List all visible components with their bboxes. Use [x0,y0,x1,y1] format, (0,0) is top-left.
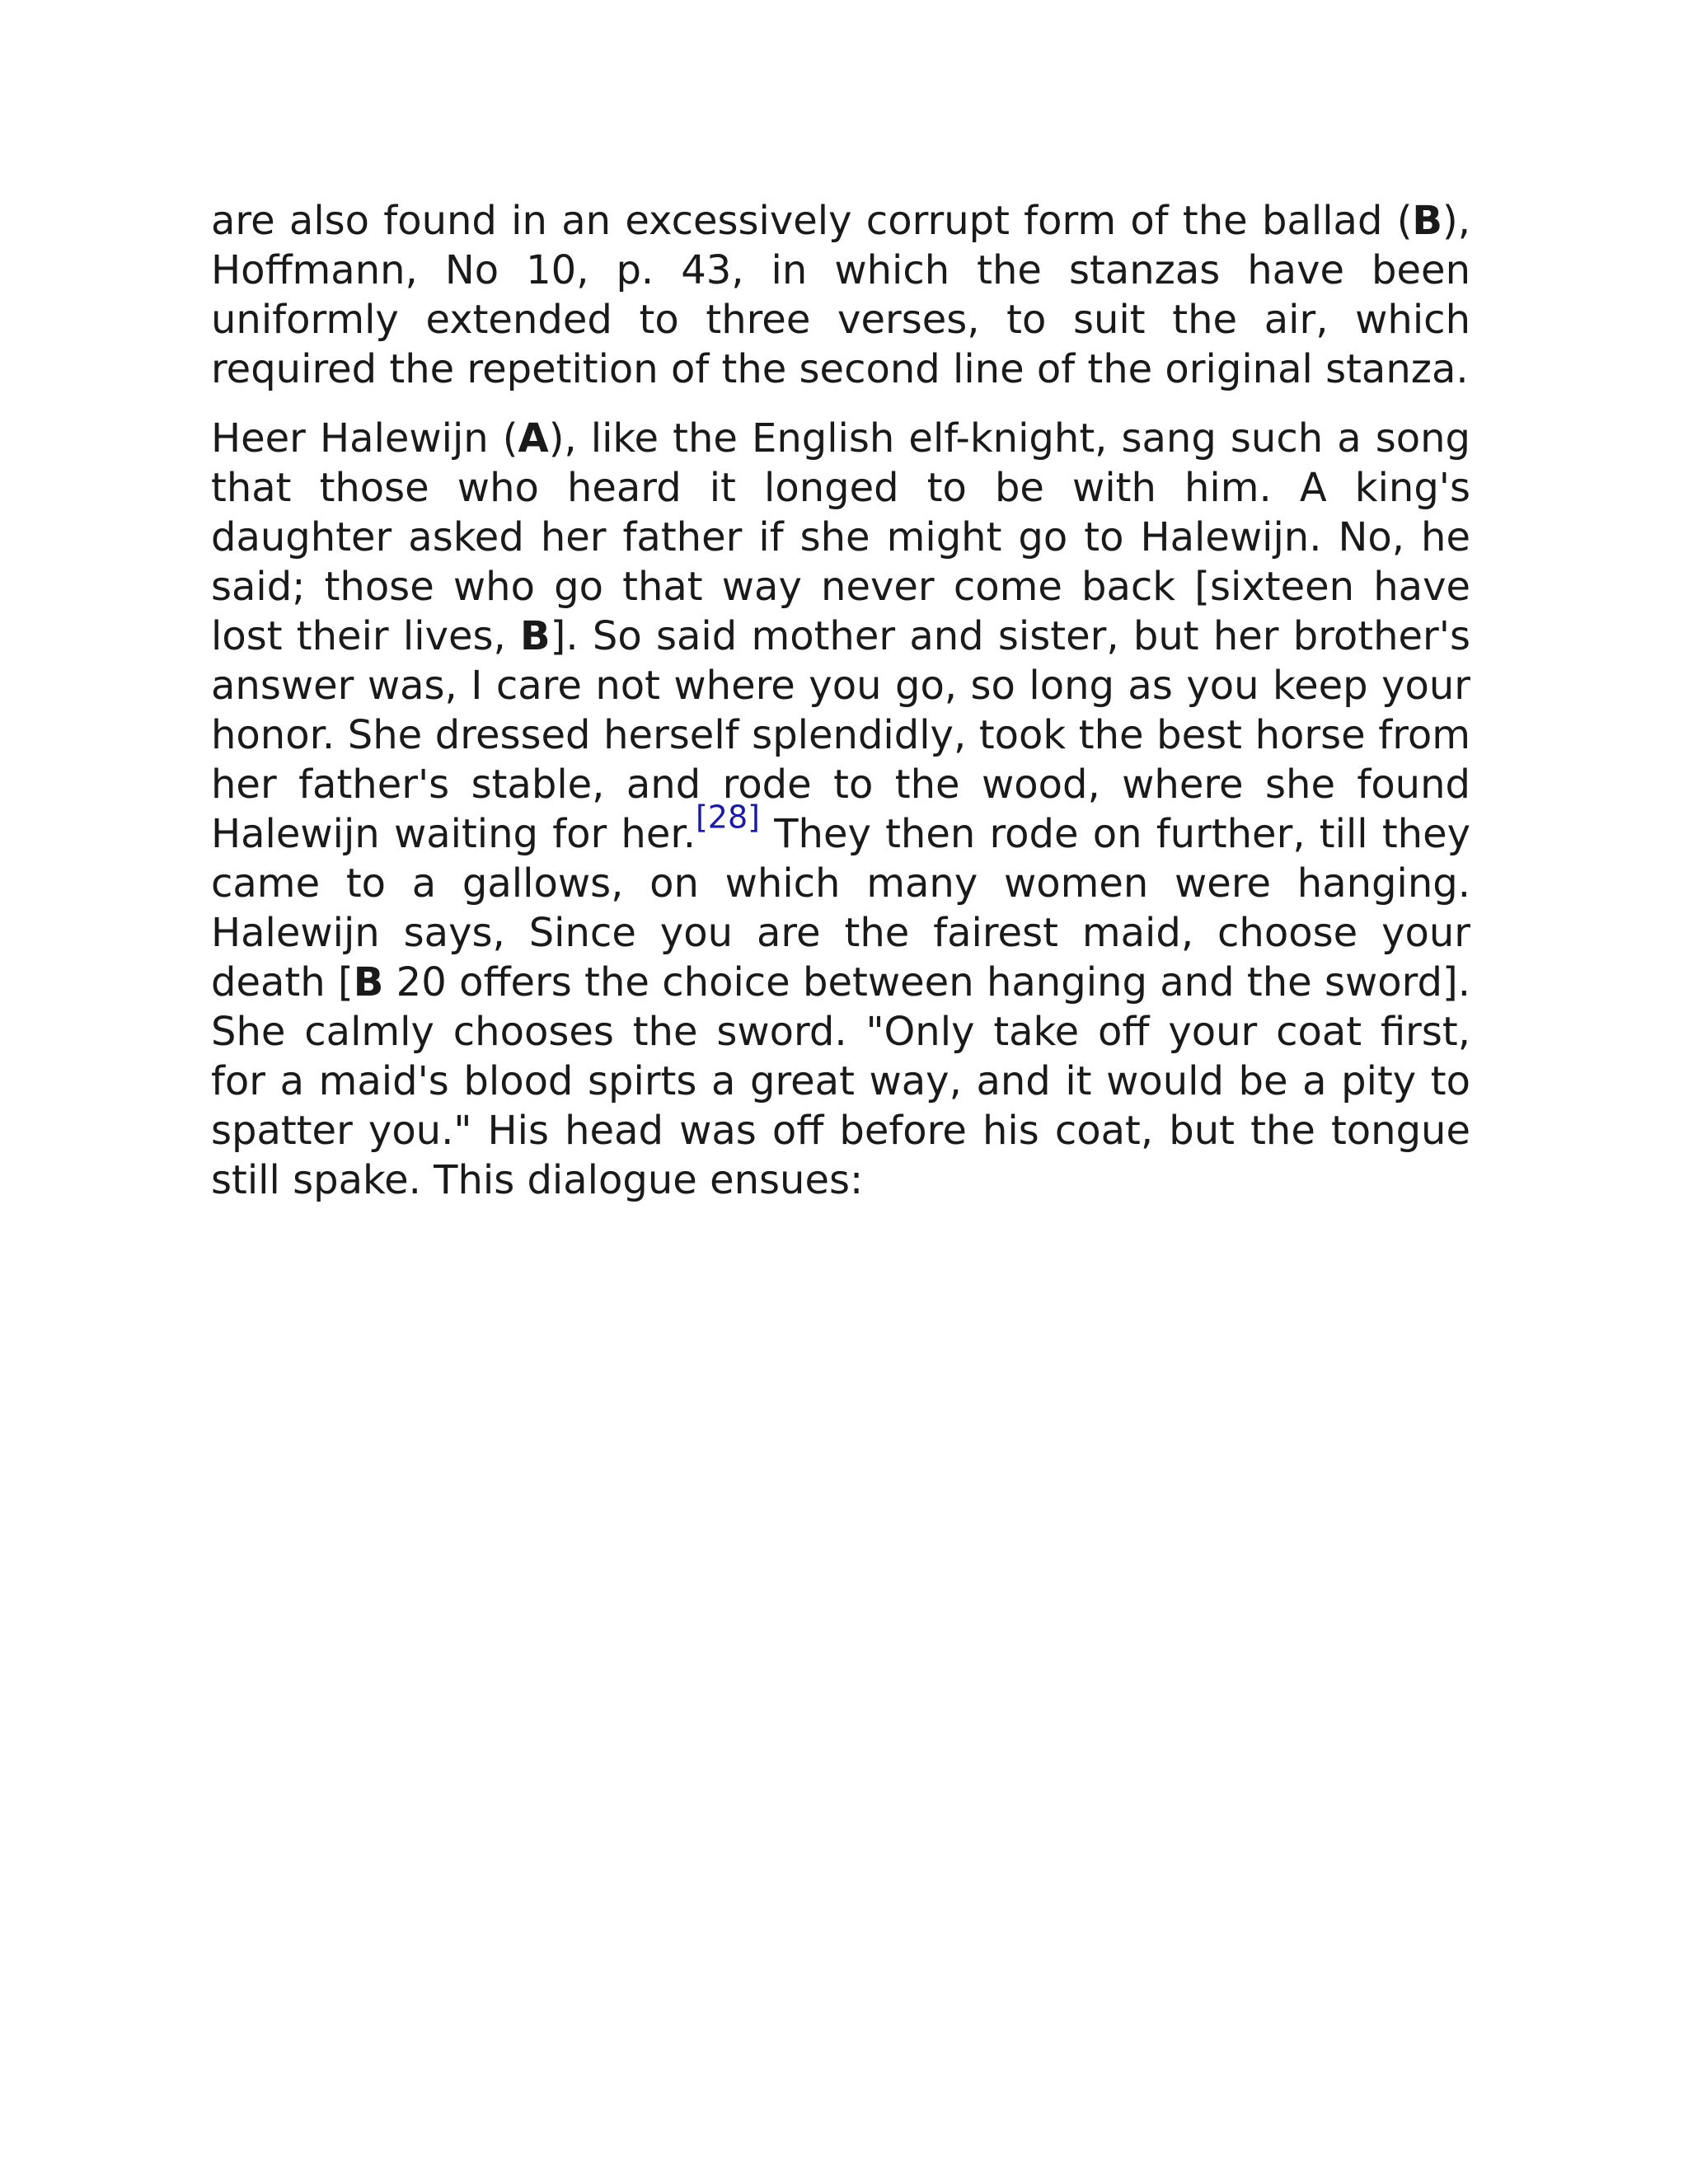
bold-version-a: A [518,415,549,462]
paragraph-2-text-2: ), like the English elf-knight, sang such a song that those who heard it longed to be with him. A king's daughter asked her father if she might go to Halewijn. No, he said; those who go that way never come back [sixteen have lost their lives, [211,415,1470,659]
paragraph-2-text-1: Heer Halewijn ( [211,415,518,462]
paragraph-1-text-1: are also found in an excessively corrupt form of the ballad ( [211,198,1413,244]
paragraph-1 [211,196,1470,394]
footnote-ref [696,799,760,835]
bold-version-b: B [353,959,384,1005]
bold-version-b: B [520,613,551,659]
paragraph-2-text-3: ]. So said mother and sister, but her brother's answer was, I care not where you go, so long as you keep your honor. She dressed herself splendidly, took the best horse from her father's stable, and rode to the wood, where she found Halewijn waiting for her. [211,613,1470,857]
bold-version-b: B [1412,198,1443,244]
paragraph-2 [211,414,1470,1205]
page-body [211,196,1470,1225]
paragraph-2-text-4: They then rode on further, till they came to a gallows, on which many women were hanging. Halewijn says, Since you are the fairest maid, choose your death [ [211,811,1471,1005]
footnote-link-28[interactable]: [28] [695,799,760,836]
paragraph-1-text-2: ), Hoffmann, No 10, p. 43, in which the stanzas have been uniformly extended to three verses, to suit the air, which required the repetition of the second line of the original stanza. [211,198,1470,392]
paragraph-2-text-5: 20 offers the choice between hanging and the sword]. She calmly chooses the sword. "Only take off your coat first, for a maid's blood spirts a great way, and it would be a pity to spatter you." His head was off before his coat, but the tongue still spake. This dialogue ensues: [211,959,1471,1203]
